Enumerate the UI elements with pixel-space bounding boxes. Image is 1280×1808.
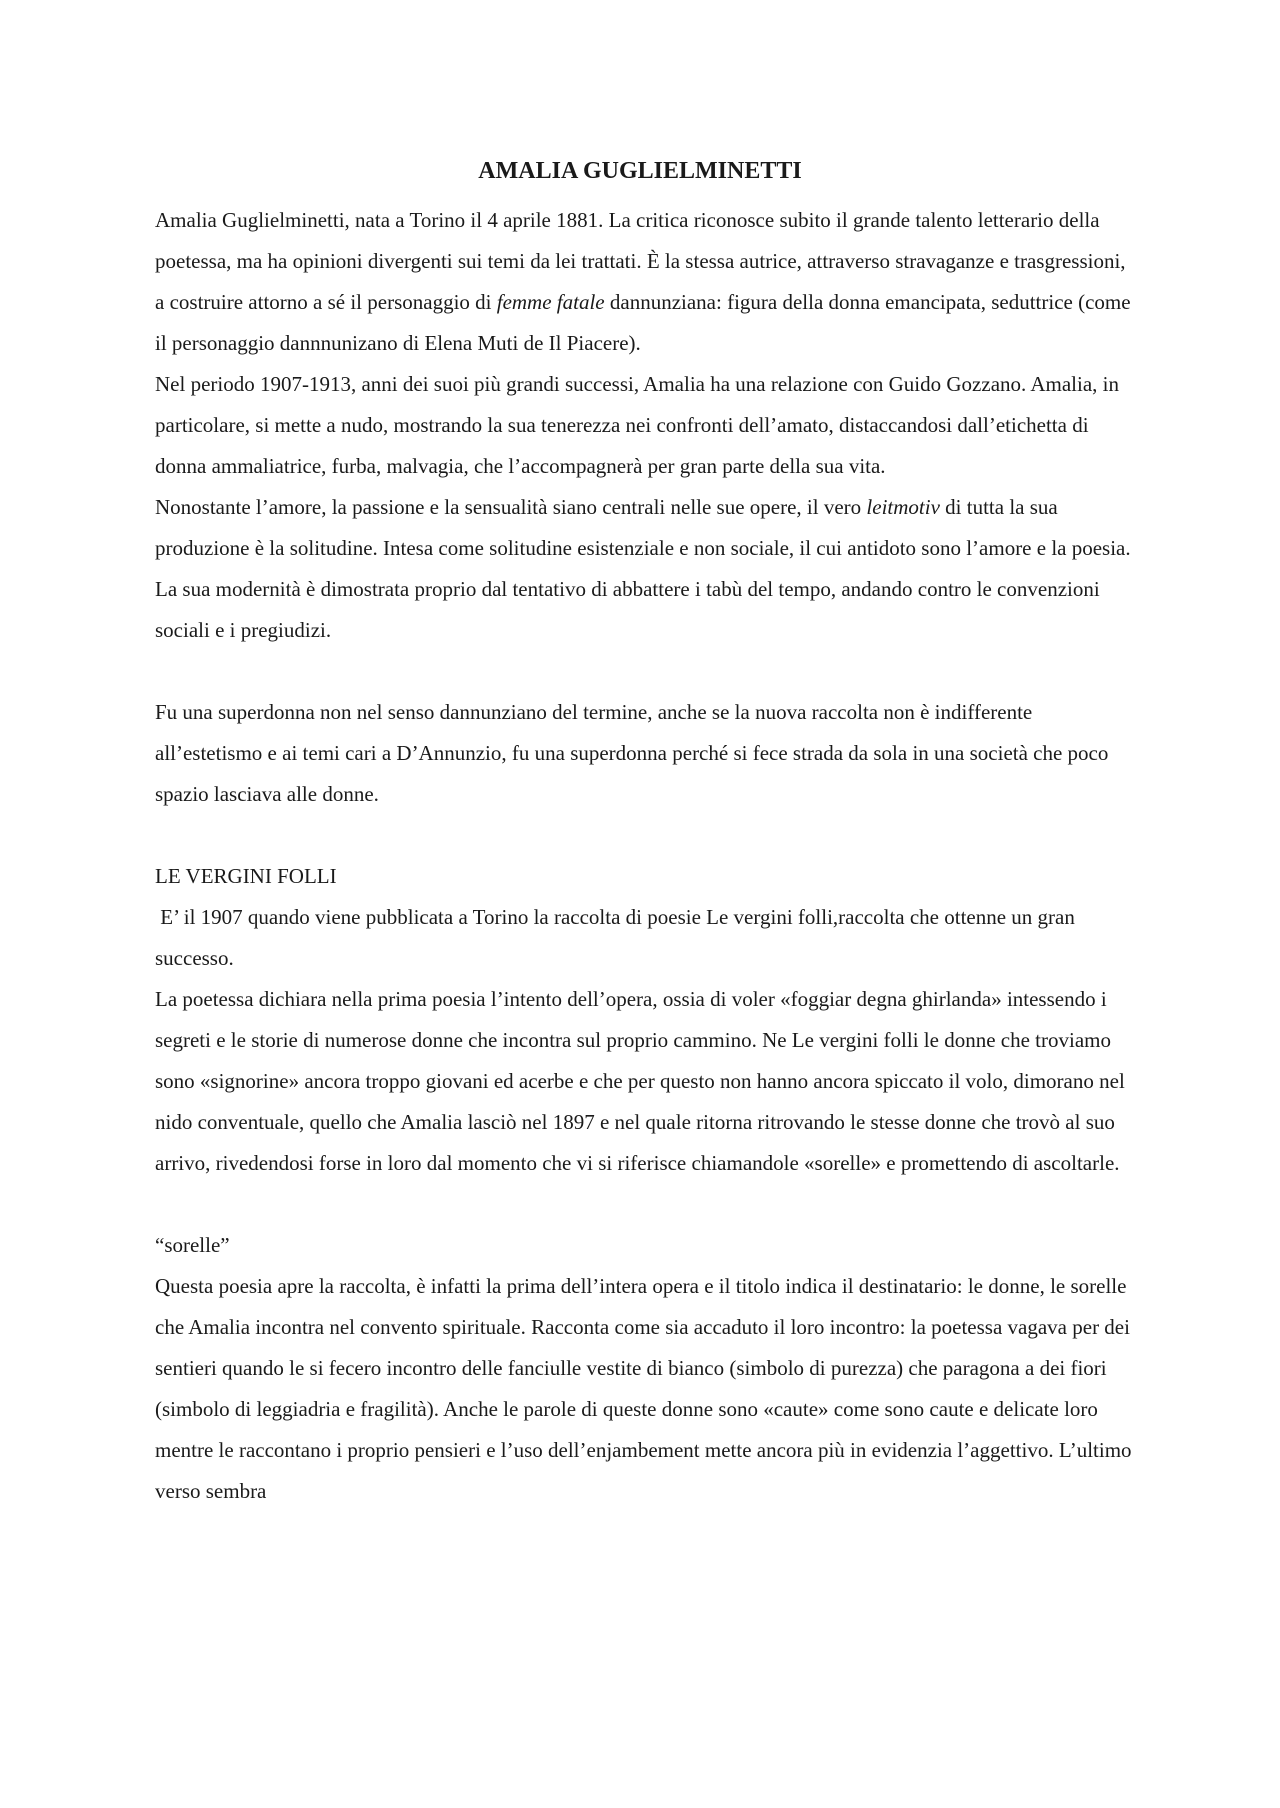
paragraph-gap [155,815,1135,856]
paragraph-sorelle: Questa poesia apre la raccolta, è infatti la prima dell’intera opera e il titolo indica il destinatario: le donne, le sorelle che Amalia incontra nel convento spirituale. Racconta come sia accaduto il loro incontro: la poetessa vagava per dei sentieri quando le si fecero incontro delle fanciulle vestite di bianco (simbolo di purezza) che paragona a dei fiori (simbolo di leggiadria e fragilità). Anche le parole di queste donne sono «caute» come sono caute e delicate loro mentre le raccontano i proprio pensieri e l’uso dell’enjambement mette ancora più in evidenzia l’aggettivo. L’ultimo verso sembra [155,1274,1132,1503]
paragraph-solitudine-emphasis: leitmotiv [866,495,940,519]
paragraph-intro [155,200,1135,364]
paragraph-solitudine [155,487,1135,651]
paragraph-intro-emphasis: femme fatale [496,290,605,314]
document-body [155,200,1135,1512]
paragraph-gozzano: Nel periodo 1907-1913, anni dei suoi più grandi successi, Amalia ha una relazione con Guido Gozzano. Amalia, in particolare, si mette a nudo, mostrando la sua tenerezza nei confronti dell’amato, distaccandosi dall’etichetta di donna ammaliatrice, furba, malvagia, che l’accompagnerà per gran parte della sua vita. [155,372,1120,478]
paragraph-superdonna: Fu una superdonna non nel senso dannunziano del termine, anche se la nuova raccolta non è indifferente all’estetismo e ai temi cari a D’Annunzio, fu una superdonna perché si fece strada da sola in una società che poco spazio lasciava alle donne. [155,700,1109,806]
paragraph-gap [155,651,1135,692]
section-heading-vergini-folli: LE VERGINI FOLLI [155,864,337,888]
paragraph-solitudine-text-b: di tutta la sua produzione è la solitudine. Intesa come solitudine esistenziale e non sociale, il cui antidoto sono l’amore e la poesia. La sua modernità è dimostrata proprio dal tentativo di abbattere i tabù del tempo, andando contro le convenzioni sociali e i pregiudizi. [155,495,1131,642]
paragraph-intento: La poetessa dichiara nella prima poesia l’intento dell’opera, ossia di voler «foggiar degna ghirlanda» intessendo i segreti e le storie di numerose donne che incontra sul proprio cammino. Ne Le vergini folli le donne che troviamo sono «signorine» ancora troppo giovani ed acerbe e che per questo non hanno ancora spiccato il volo, dimorano nel nido conventuale, quello che Amalia lasciò nel 1897 e nel quale ritorna ritrovando le stesse donne che trovò al suo arrivo, rivedendosi forse in loro dal momento che vi si riferisce chiamandole «sorelle» e promettendo di ascoltarle. [155,987,1125,1175]
paragraph-pubblicazione: E’ il 1907 quando viene pubblicata a Torino la raccolta di poesie Le vergini folli,raccolta che ottenne un gran successo. [155,905,1081,970]
paragraph-solitudine-text-a: Nonostante l’amore, la passione e la sensualità siano centrali nelle sue opere, il vero [155,495,867,519]
paragraph-intro-text-b: dannunziana: figura della donna emancipata, seduttrice (come il personaggio dannnunizano di Elena Muti de Il Piacere). [155,290,1131,355]
paragraph-intro-text-a: Amalia Guglielminetti, nata a Torino il 4 aprile 1881. La critica riconosce subito il grande talento letterario della poetessa, ma ha opinioni divergenti sui temi da lei trattati. È la stessa autrice, attraverso stravaganze e trasgressioni, a costruire attorno a sé il personaggio di [155,208,1126,314]
paragraph-gap [155,1184,1135,1225]
document-title: AMALIA GUGLIELMINETTI [478,158,802,184]
section-heading-sorelle: “sorelle” [155,1233,230,1257]
